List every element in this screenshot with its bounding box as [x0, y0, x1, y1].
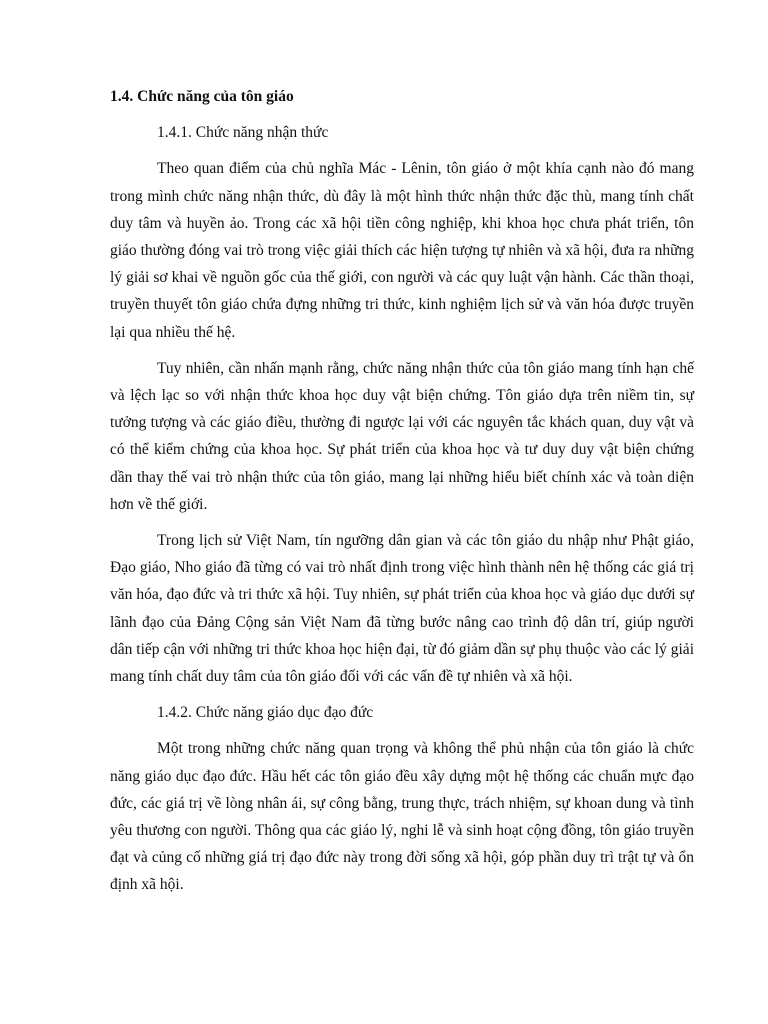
- paragraph-cognitive-3: Trong lịch sử Việt Nam, tín ngưỡng dân gian và các tôn giáo du nhập như Phật giáo, Đạo giáo, Nho giáo đã từng có vai trò nhất định trong việc hình thành nên hệ thống các giá trị văn hóa, đạo đức và tri thức xã hội. Tuy nhiên, sự phát triển của khoa học và giáo dục dưới sự lãnh đạo của Đảng Cộng sản Việt Nam đã từng bước nâng cao trình độ dân trí, giúp người dân tiếp cận với những tri thức khoa học hiện đại, từ đó giảm dần sự phụ thuộc vào các lý giải mang tính chất duy tâm của tôn giáo đối với các vấn đề tự nhiên và xã hội.: [110, 532, 694, 686]
- paragraph-cognitive-1: Theo quan điểm của chủ nghĩa Mác - Lênin, tôn giáo ở một khía cạnh nào đó mang trong mình chức năng nhận thức, dù đây là một hình thức nhận thức đặc thù, mang tính chất duy tâm và huyền ảo. Trong các xã hội tiền công nghiệp, khi khoa học chưa phát triển, tôn giáo thường đóng vai trò trong việc giải thích các hiện tượng tự nhiên và xã hội, đưa ra những lý giải sơ khai về nguồn gốc của thế giới, con người và các quy luật vận hành. Các thần thoại, truyền thuyết tôn giáo chứa đựng những tri thức, kinh nghiệm lịch sử và văn hóa được truyền lại qua nhiều thế hệ.: [110, 160, 694, 341]
- subsection-heading-moral-education: 1.4.2. Chức năng giáo dục đạo đức: [157, 704, 374, 722]
- subsection-heading-cognitive-function: 1.4.1. Chức năng nhận thức: [157, 124, 329, 142]
- section-heading: 1.4. Chức năng của tôn giáo: [110, 88, 294, 105]
- paragraph-cognitive-2: Tuy nhiên, cần nhấn mạnh rằng, chức năng nhận thức của tôn giáo mang tính hạn chế và lệch lạc so với nhận thức khoa học duy vật biện chứng. Tôn giáo dựa trên niềm tin, sự tưởng tượng và các giáo điều, thường đi ngược lại với các nguyên tắc khách quan, duy vật và có thể kiểm chứng của khoa học. Sự phát triển của khoa học và tư duy duy vật biện chứng dần thay thế vai trò nhận thức của tôn giáo, mang lại những hiểu biết chính xác và toàn diện hơn về thế giới.: [110, 359, 694, 513]
- document-body: [110, 83, 694, 908]
- paragraph-moral-1: Một trong những chức năng quan trọng và không thể phủ nhận của tôn giáo là chức năng giáo dục đạo đức. Hầu hết các tôn giáo đều xây dựng một hệ thống các chuẩn mực đạo đức, các giá trị về lòng nhân ái, sự công bằng, trung thực, trách nhiệm, sự khoan dung và tình yêu thương con người. Thông qua các giáo lý, nghi lễ và sinh hoạt cộng đồng, tôn giáo truyền đạt và củng cố những giá trị đạo đức này trong đời sống xã hội, góp phần duy trì trật tự và ổn định xã hội.: [110, 740, 694, 894]
